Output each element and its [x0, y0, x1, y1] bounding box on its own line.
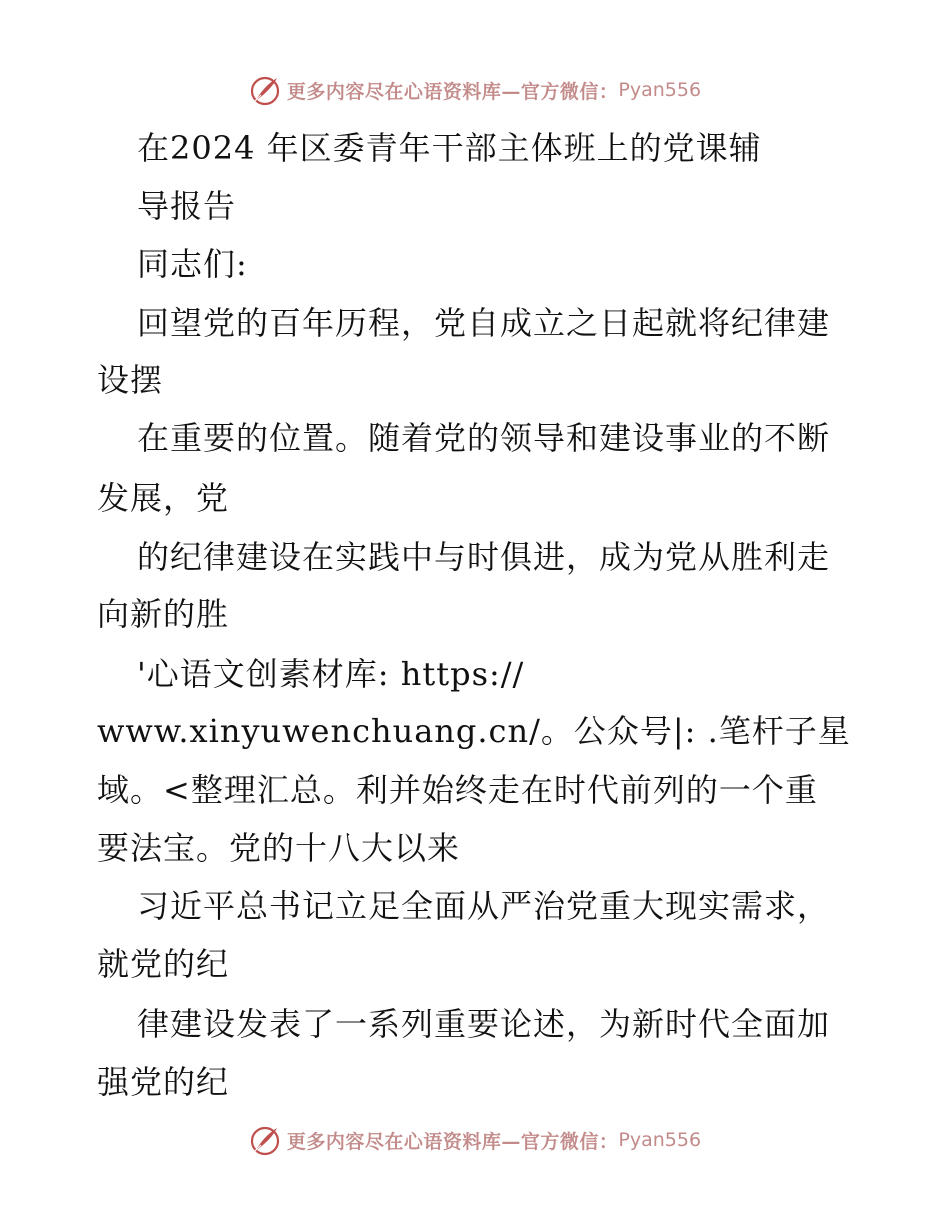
paragraph-line: 向新的胜 — [97, 595, 230, 633]
header-banner-text: 更多内容尽在心语资料库—官方微信： — [286, 80, 619, 103]
paragraph-line: 的纪律建设在实践中与时俱进，成为党从胜利走 — [137, 538, 831, 576]
paragraph-line: 设摆 — [97, 361, 164, 399]
document-title-line-2: 导报告 — [137, 187, 237, 225]
paragraph-line: 回望党的百年历程，党自成立之日起就将纪律建 — [137, 304, 831, 342]
paragraph-line: 要法宝。党的十八大以来 — [97, 829, 461, 867]
paragraph-line: www.xinyuwenchuang.cn/。公众号|: .笔杆子星 — [97, 712, 851, 750]
salutation: 同志们: — [137, 245, 248, 283]
footer-banner — [0, 1120, 950, 1160]
paragraph-line: 强党的纪 — [97, 1063, 230, 1101]
paragraph-line: 习近平总书记立足全面从严治党重大现实需求， — [137, 887, 831, 925]
footer-wechat-id: Pyan556 — [618, 1129, 702, 1151]
paragraph-line: 律建设发表了一系列重要论述，为新时代全面加 — [137, 1005, 831, 1043]
paragraph-line: 域。<整理汇总。利并始终走在时代前列的一个重 — [97, 771, 818, 809]
header-wechat-id: Pyan556 — [618, 79, 702, 101]
footer-banner-text: 更多内容尽在心语资料库—官方微信： — [286, 1130, 619, 1153]
paragraph-line: '心语文创素材库: https:// — [137, 655, 525, 693]
paragraph-line: 在重要的位置。随着党的领导和建设事业的不断 — [137, 419, 831, 457]
document-title-line-1: 在2024 年区委青年干部主体班上的党课辅 — [137, 129, 762, 167]
paragraph-line: 就党的纪 — [97, 945, 230, 983]
paragraph-line: 发展，党 — [97, 479, 230, 517]
feather-pen-logo-icon — [249, 1124, 281, 1156]
